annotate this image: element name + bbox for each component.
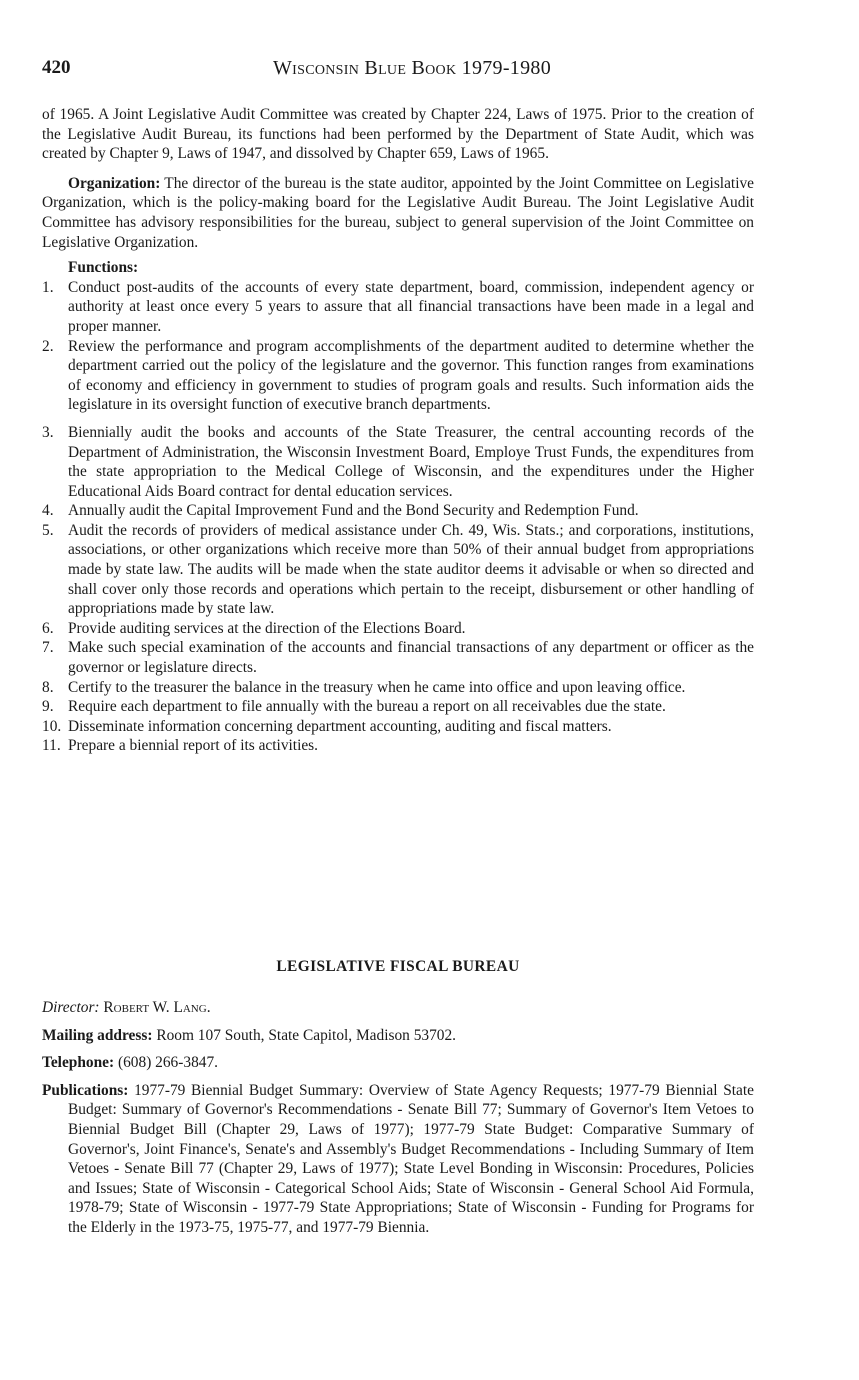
- function-number: 10.: [42, 717, 62, 735]
- director-label: Director:: [42, 999, 100, 1016]
- function-item: [42, 717, 754, 737]
- function-number: 5.: [42, 521, 54, 539]
- organization-label: Organization:: [68, 174, 161, 192]
- scan-speck: [206, 1373, 266, 1375]
- page-number: 420: [42, 57, 71, 78]
- function-number: 3.: [42, 423, 54, 441]
- function-item: [42, 521, 754, 619]
- function-text: Annually audit the Capital Improvement Fund and the Bond Security and Redemption Fund.: [68, 502, 639, 520]
- function-item: [42, 423, 754, 501]
- function-number: 4.: [42, 502, 54, 520]
- audit-bureau-section: [42, 105, 754, 756]
- function-number: 11.: [42, 737, 61, 755]
- functions-heading: Functions:: [68, 259, 139, 277]
- publications-paragraph: [42, 1081, 754, 1238]
- function-number: 9.: [42, 698, 54, 716]
- fiscal-bureau-info: [42, 998, 754, 1238]
- mailing-text: Room 107 South, State Capitol, Madison 53702.: [156, 1026, 457, 1044]
- function-item: [42, 678, 754, 698]
- director-line: [42, 998, 754, 1018]
- function-number: 6.: [42, 619, 54, 637]
- function-number: 2.: [42, 337, 54, 355]
- functions-list: [42, 278, 754, 756]
- function-text: Prepare a biennial report of its activities.: [68, 737, 319, 755]
- function-text: Provide auditing services at the direction of the Elections Board.: [68, 619, 466, 637]
- function-number: 1.: [42, 278, 54, 296]
- function-item: [42, 501, 754, 521]
- function-item: [42, 619, 754, 639]
- mailing-address-line: [42, 1026, 754, 1046]
- function-item: [42, 697, 754, 717]
- telephone-line: [42, 1053, 754, 1073]
- publications-text: 1977-79 Biennial Budget Summary: Overview of State Agency Requests; 1977-79 Biennial State Budget: Summary of Governor's Recommendations - Senate Bill 77; Summary of Governor's Item Vetoes to Biennial Budget Bill (Chapter 29, Laws of 1977); 1977-79 State Budget: Comparative Summary of Governor's, Joint Finance's, Senate's and Assembly's Budget Recommendations - Including Summary of Item Vetoes - Senate Bill 77 (Chapter 29, Laws of 1977); State Level Bonding in Wisconsin: Procedures, Policies and Issues; State of Wisconsin - Categorical School Aids; State of Wisconsin - General School Aid Formula, 1978-79; State of Wisconsin - 1977-79 State Appropriations; State of Wisconsin - Funding for Programs for the Elderly in the 1973-75, 1975-77, and 1977-79 Biennia.: [68, 1081, 754, 1236]
- function-text: Review the performance and program accomplishments of the department audited to determine whether the department carried out the policy of the legislature and the governor. This function ranges from examinations of economy and efficiency in government to studies of program goals and results. Such information aids the legislature in its oversight function of executive branch departments.: [68, 337, 754, 414]
- function-item: [42, 278, 754, 337]
- organization-paragraph: [42, 174, 754, 252]
- function-text: Conduct post-audits of the accounts of every state department, board, commission, independent agency or authority at least once every 5 years to assure that all financial transactions have been made in a legal and proper manner.: [68, 278, 754, 335]
- telephone-label: Telephone:: [42, 1054, 115, 1072]
- organization-text: The director of the bureau is the state auditor, appointed by the Joint Committee on Legislative Organization, which is the policy-making board for the Legislative Audit Bureau. The Joint Legislative Audit Committee has advisory responsibilities for the bureau, subject to general supervision of the Joint Committee on Legislative Organization.: [42, 174, 754, 251]
- telephone-text: (608) 266-3847.: [117, 1054, 219, 1072]
- mailing-label: Mailing address:: [42, 1026, 153, 1044]
- function-text: Require each department to file annually with the bureau a report on all receivables due the state.: [68, 698, 666, 716]
- fiscal-bureau-heading: LEGISLATIVE FISCAL BUREAU: [276, 958, 520, 975]
- function-item: [42, 337, 754, 415]
- function-text: Disseminate information concerning department accounting, auditing and fiscal matters.: [68, 717, 612, 735]
- history-paragraph: of 1965. A Joint Legislative Audit Committee was created by Chapter 224, Laws of 1975. Prior to the creation of the Legislative Audit Bureau, its functions had been performed by the Department of State Audit, which was created by Chapter 9, Laws of 1947, and dissolved by Chapter 659, Laws of 1965.: [42, 106, 754, 163]
- function-number: 7.: [42, 639, 54, 657]
- book-title: Wisconsin Blue Book 1979-1980: [272, 57, 552, 79]
- function-item: [42, 736, 754, 756]
- function-text: Make such special examination of the accounts and financial transactions of any department or officer as the governor or legislature directs.: [68, 639, 754, 677]
- function-text: Biennially audit the books and accounts of the State Treasurer, the central accounting records of the Department of Administration, the Wisconsin Investment Board, Employe Trust Funds, the expenditures from the state appropriation to the Medical College of Wisconsin, and the expenditures under the Higher Educational Aids Board contract for dental education services.: [68, 423, 754, 500]
- running-head: [42, 57, 762, 85]
- function-item: [42, 638, 754, 677]
- function-number: 8.: [42, 678, 54, 696]
- director-name: Robert W. Lang.: [103, 999, 211, 1016]
- function-text: Certify to the treasurer the balance in the treasury when he came into office and upon leaving office.: [68, 678, 686, 696]
- publications-label: Publications:: [42, 1081, 129, 1099]
- function-text: Audit the records of providers of medical assistance under Ch. 49, Wis. Stats.; and corporations, institutions, associations, or other organizations which receive more than 50% of their annual budget from appropriations made by state law. The audits will be made when the state auditor deems it advisable or when so directed and shall cover only those records and operations which pertain to the receipt, disbursement or other handling of appropriations made by state law.: [68, 521, 754, 618]
